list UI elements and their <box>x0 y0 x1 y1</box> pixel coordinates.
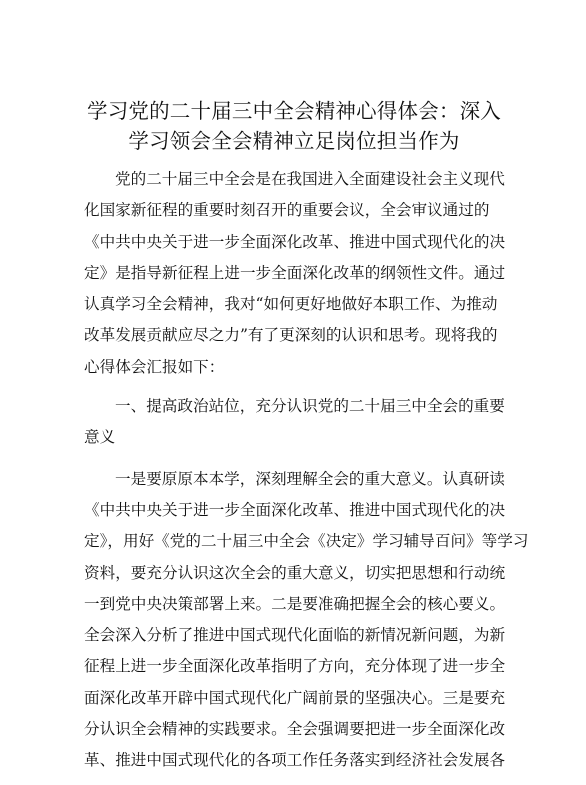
text-line: 一到党中央决策部署上来。二是要准确把握全会的核心要义。 <box>84 594 506 613</box>
document-title <box>84 96 504 156</box>
text-line: 心得体会汇报如下： <box>84 357 225 376</box>
text-line: 化国家新征程的重要时刻召开的重要会议，全会审议通过的 <box>84 201 490 220</box>
text-line: 《中共中央关于进一步全面深化改革、推进中国式现代化的决 <box>84 500 506 519</box>
text-line: 分认识全会精神的实践要求。全会强调要把进一步全面深化改 <box>84 720 506 739</box>
text-line: 征程上进一步全面深化改革指明了方向，充分体现了进一步全 <box>84 657 506 676</box>
text-line: 革、推进中国式现代化的各项工作任务落实到经济社会发展各 <box>84 751 506 770</box>
text-line: 定》，用好《党的二十届三中全会《决定》学习辅导百问》等学习 <box>84 532 529 551</box>
section-heading <box>84 391 504 454</box>
text-line: 党的二十届三中全会是在我国进入全面建设社会主义现代 <box>115 170 505 188</box>
title-line-1: 学习党的二十届三中全会精神心得体会：深入 <box>87 99 501 123</box>
paragraph-section-body <box>84 464 529 777</box>
heading-line: 意义 <box>84 428 116 447</box>
text-line: 定》是指导新征程上进一步全面深化改革的纲领性文件。通过 <box>84 263 506 282</box>
paragraph-intro <box>84 164 504 383</box>
text-line: 《中共中央关于进一步全面深化改革、推进中国式现代化的决 <box>84 232 506 251</box>
text-line: 资料，要充分认识这次全会的重大意义，切实把思想和行动统 <box>84 563 506 582</box>
title-line-2: 学习领会全会精神立足岗位担当作为 <box>128 129 460 153</box>
text-line: 认真学习全会精神，我对“如何更好地做好本职工作、为推动 <box>84 295 498 314</box>
text-line: 一是要原原本本学，深刻理解全会的重大意义。认真研读 <box>115 469 505 488</box>
text-line: 全会深入分析了推进中国式现代化面临的新情况新问题，为新 <box>84 626 506 645</box>
heading-line: 一、提高政治站位，充分认识党的二十届三中全会的重要 <box>115 397 505 416</box>
document-body <box>84 164 529 785</box>
text-line: 面深化改革开辟中国式现代化广阔前景的坚强决心。三是要充 <box>84 688 506 707</box>
text-line: 改革发展贡献应尽之力”有了更深刻的认识和思考。现将我的 <box>84 326 498 345</box>
